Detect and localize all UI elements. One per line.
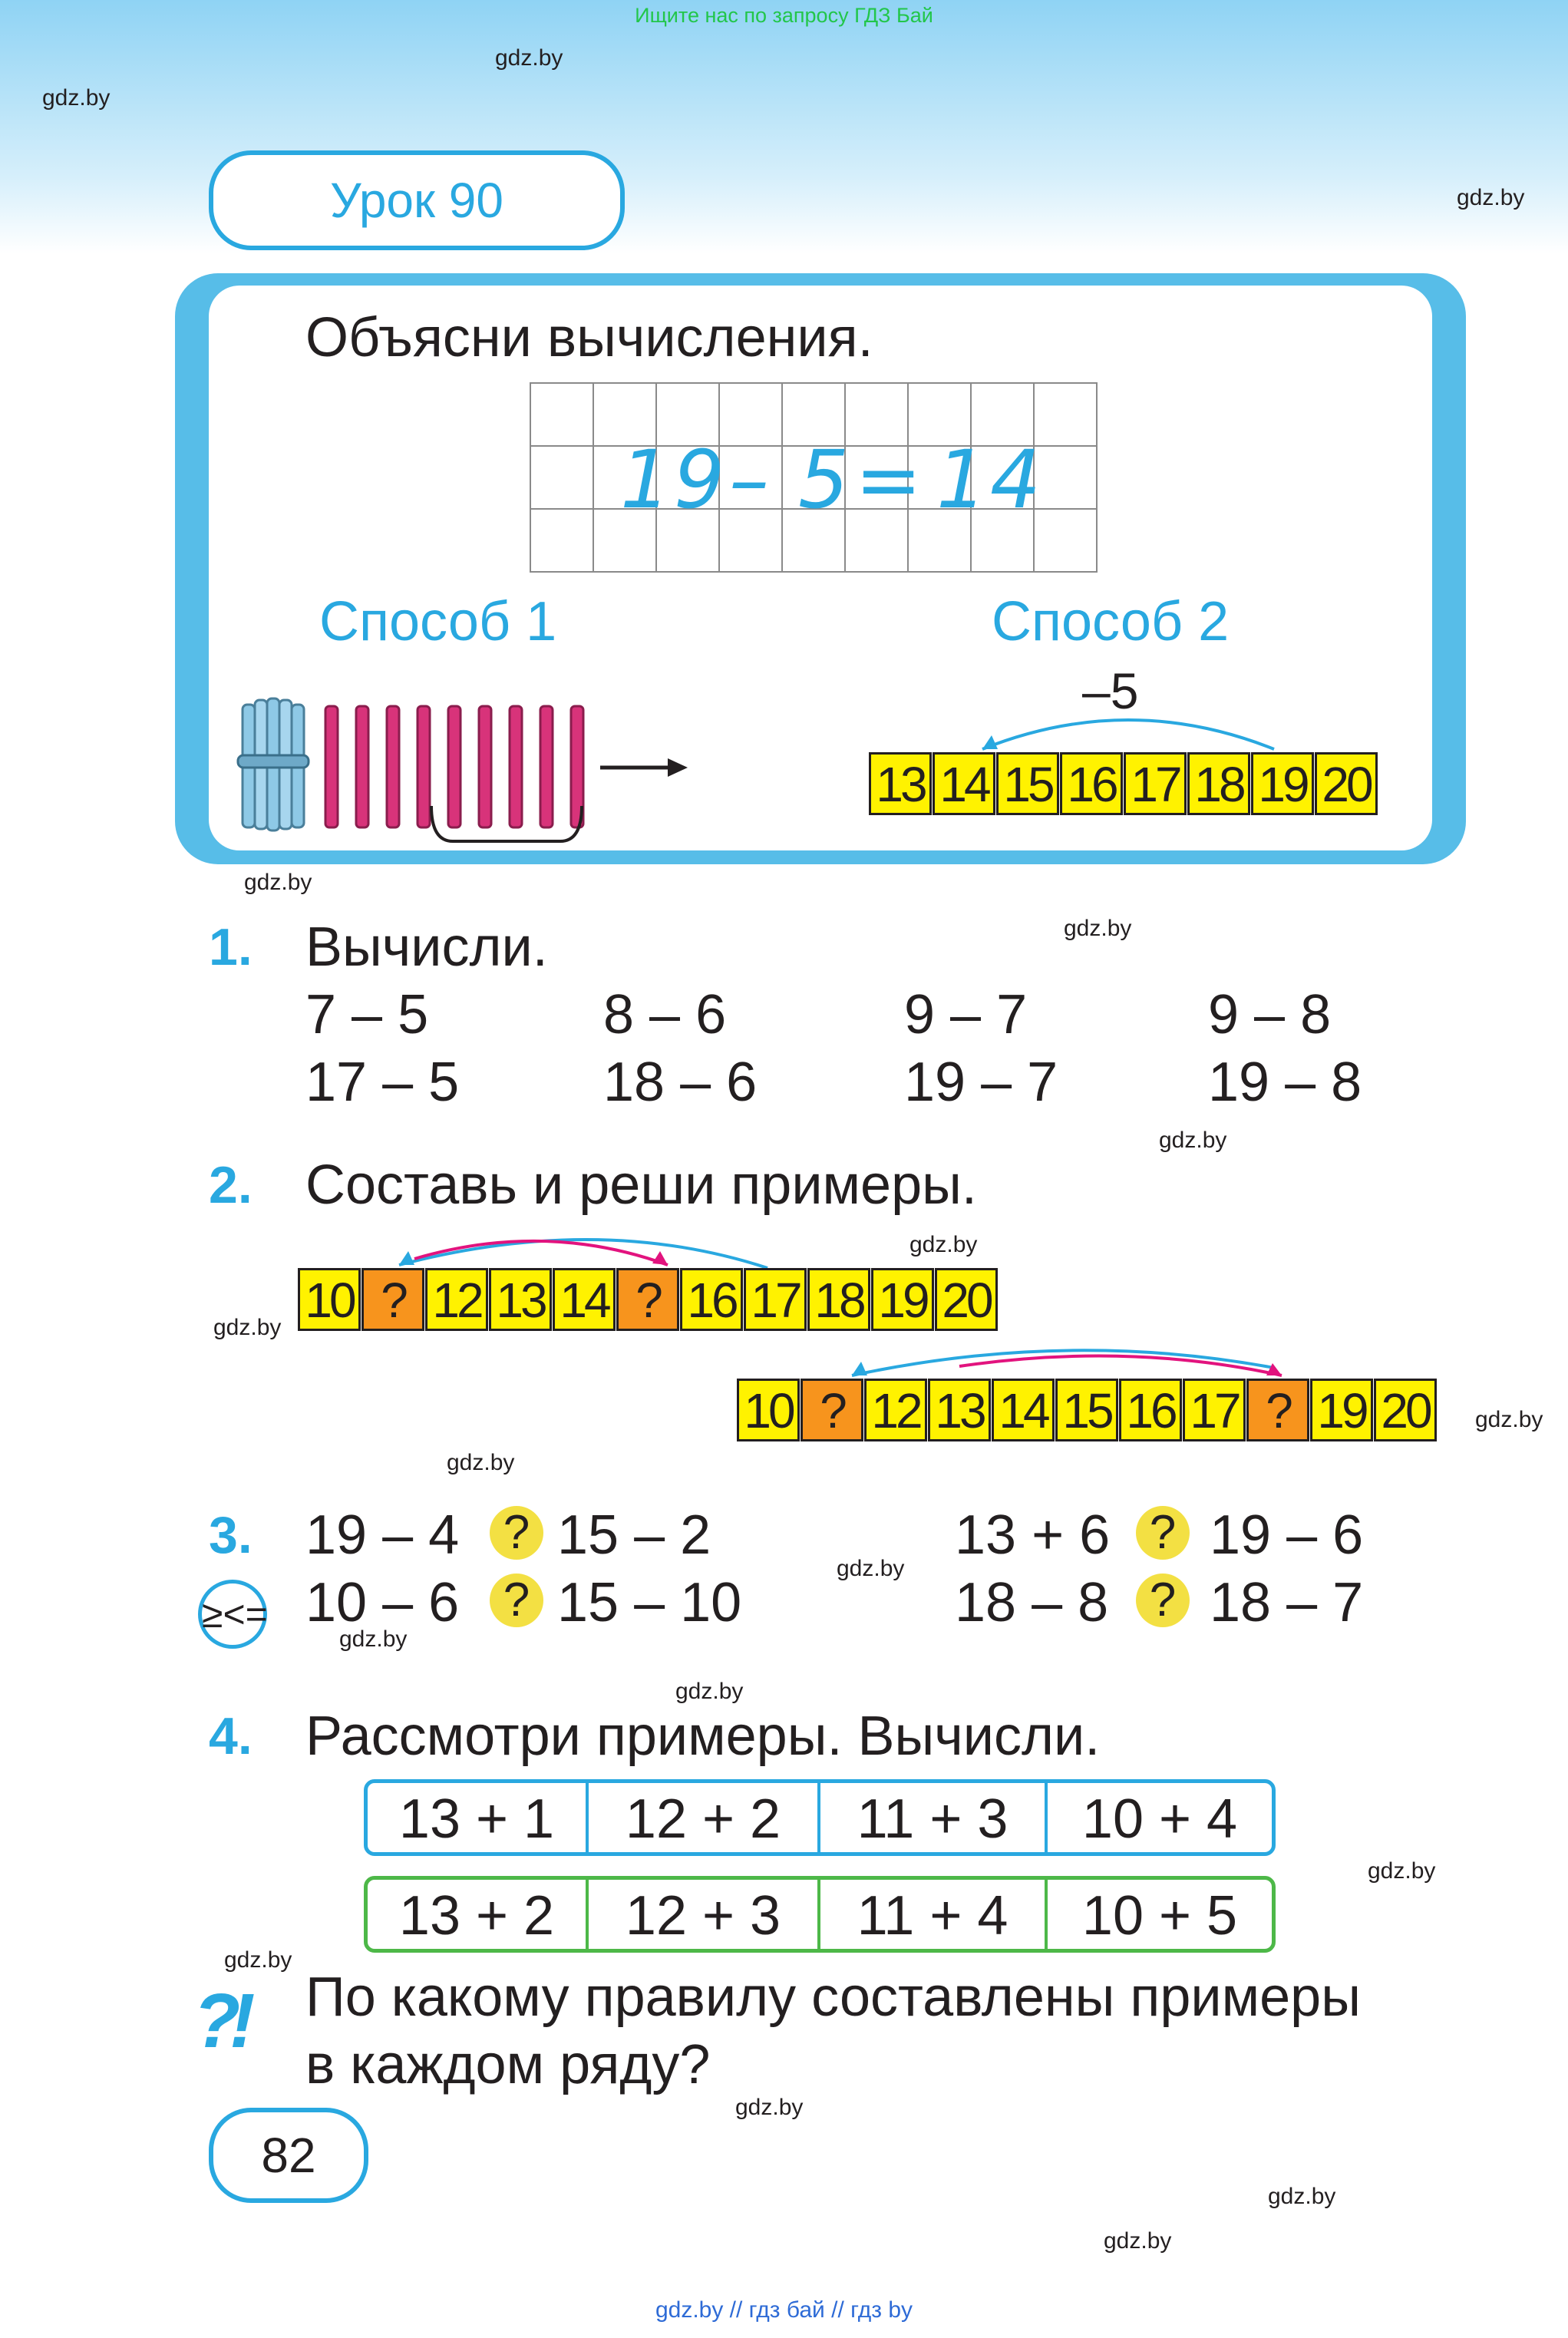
lesson-title: Урок 90: [209, 150, 625, 250]
equation-digit: 1: [620, 433, 672, 527]
strip-cell-unknown[interactable]: ?: [616, 1268, 679, 1331]
strip-cell: 19: [871, 1268, 934, 1331]
task3-expression-left: 13 + 6: [955, 1504, 1111, 1566]
task3-expression-left: 10 – 6: [305, 1572, 460, 1633]
task1-title: Вычисли.: [305, 916, 548, 978]
watermark: gdz.by: [735, 2095, 804, 2120]
task3-expression-left: 19 – 4: [305, 1504, 460, 1566]
task1-example: 9 – 7: [904, 984, 1028, 1045]
strip-cell: 12: [425, 1268, 488, 1331]
page-number: 82: [209, 2108, 368, 2203]
equation-digit: –: [729, 433, 769, 527]
task1-example: 18 – 6: [603, 1052, 758, 1113]
strip-cell: 15: [1055, 1379, 1118, 1441]
task3-expression-left: 18 – 8: [955, 1572, 1109, 1633]
strip2-jump-arrows: [821, 1336, 1297, 1382]
watermark: gdz.by: [1064, 916, 1132, 941]
question-mark-icon[interactable]: ?: [1136, 1506, 1190, 1560]
task3-expression-right: 15 – 10: [557, 1572, 742, 1633]
counting-sticks-illustration: [230, 691, 706, 852]
strip-cell: 14: [553, 1268, 616, 1331]
minus-five-label: –5: [1082, 662, 1139, 719]
task4-example: 11 + 4: [820, 1880, 1048, 1952]
task4-number: 4.: [209, 1707, 253, 1765]
equation-digit: 1: [936, 433, 988, 527]
task1-example: 19 – 7: [904, 1052, 1058, 1113]
question-mark-icon[interactable]: ?: [490, 1506, 543, 1560]
strip-cell: 19: [1310, 1379, 1373, 1441]
strip-cell-unknown[interactable]: ?: [1246, 1379, 1309, 1441]
question-exclamation-icon: ?!: [193, 1978, 245, 2064]
compare-sign-icon: ≥<=: [198, 1580, 267, 1649]
strip-cell: 18: [1187, 752, 1250, 815]
watermark: gdz.by: [244, 870, 312, 895]
strip-cell: 20: [935, 1268, 998, 1331]
task4-row-2: [364, 1876, 1276, 1953]
task2-title: Составь и реши примеры.: [305, 1154, 977, 1216]
watermark: gdz.by: [447, 1450, 515, 1475]
strip-cell: 10: [298, 1268, 361, 1331]
strip-cell: 16: [1119, 1379, 1182, 1441]
task3-expression-right: 15 – 2: [557, 1504, 711, 1566]
way2-label: Способ 2: [992, 591, 1230, 652]
task1-example: 9 – 8: [1208, 984, 1332, 1045]
way1-label: Способ 1: [319, 591, 557, 652]
arrow-right-icon: [600, 758, 688, 777]
task4-example: 12 + 3: [589, 1880, 820, 1952]
footer-links[interactable]: gdz.by // гдз бай // гдз by: [655, 2297, 913, 2323]
task1-example: 8 – 6: [603, 984, 727, 1045]
way2-number-strip: [869, 752, 1380, 815]
task4-question-line1: По какому правилу составлены примеры: [305, 1966, 1361, 2028]
strip-cell: 12: [864, 1379, 927, 1441]
strip-cell: 16: [1060, 752, 1123, 815]
task4-question-line2: в каждом ряду?: [305, 2034, 711, 2095]
strip-cell: 14: [933, 752, 995, 815]
watermark: gdz.by: [1159, 1128, 1227, 1153]
equation-digit: 9: [674, 433, 725, 527]
strip-cell: 19: [1251, 752, 1314, 815]
strip-cell: 13: [489, 1268, 552, 1331]
task4-example: 11 + 3: [820, 1783, 1048, 1855]
equation-digit: 5: [798, 433, 850, 527]
strip-cell: 15: [996, 752, 1059, 815]
task1-example: 7 – 5: [305, 984, 429, 1045]
strip-cell: 17: [1124, 752, 1187, 815]
strip-cell: 20: [1374, 1379, 1437, 1441]
task4-example: 13 + 2: [368, 1880, 589, 1952]
task4-example: 12 + 2: [589, 1783, 820, 1855]
strip-cell: 18: [807, 1268, 870, 1331]
bundle-of-ten-icon: [238, 698, 309, 831]
watermark: gdz.by: [909, 1232, 978, 1257]
task2-number-strip-1: [298, 1268, 1000, 1331]
task2-number: 2.: [209, 1156, 253, 1214]
task4-row-1: [364, 1779, 1276, 1856]
watermark: gdz.by: [1368, 1858, 1436, 1884]
task4-example: 13 + 1: [368, 1783, 589, 1855]
task3-compare-slot[interactable]: [1136, 1574, 1190, 1630]
task2-number-strip-2: [737, 1379, 1439, 1441]
strip1-jump-arrows: [368, 1220, 798, 1274]
watermark: gdz.by: [1104, 2228, 1172, 2254]
task3-expression-right: 19 – 6: [1210, 1504, 1364, 1566]
watermark: gdz.by: [224, 1947, 292, 1973]
task4-title: Рассмотри примеры. Вычисли.: [305, 1706, 1101, 1767]
watermark: gdz.by: [837, 1556, 905, 1581]
task1-number: 1.: [209, 918, 253, 976]
strip-cell: 14: [992, 1379, 1055, 1441]
top-search-note[interactable]: Ищите нас по запросу ГДЗ Бай: [635, 4, 933, 27]
task3-compare-slot[interactable]: [490, 1506, 543, 1563]
watermark: gdz.by: [42, 85, 111, 111]
strip-cell: 16: [680, 1268, 743, 1331]
strip-cell: 20: [1315, 752, 1378, 815]
task3-number: 3.: [209, 1506, 253, 1564]
watermark: gdz.by: [1457, 185, 1525, 210]
task1-example: 17 – 5: [305, 1052, 460, 1113]
task4-example: 10 + 4: [1081, 1788, 1238, 1850]
task1-example: 19 – 8: [1208, 1052, 1362, 1113]
strip-cell: 17: [1183, 1379, 1246, 1441]
watermark: gdz.by: [339, 1626, 408, 1652]
question-mark-icon[interactable]: ?: [1136, 1574, 1190, 1627]
intro-heading: Объясни вычисления.: [305, 307, 873, 368]
task4-example: 10 + 5: [1081, 1885, 1238, 1947]
watermark: gdz.by: [675, 1679, 744, 1704]
task3-compare-slot[interactable]: [490, 1574, 543, 1630]
question-mark-icon[interactable]: ?: [490, 1574, 543, 1627]
watermark: gdz.by: [213, 1315, 282, 1340]
task3-compare-slot[interactable]: [1136, 1506, 1190, 1563]
strip-cell-unknown[interactable]: ?: [361, 1268, 424, 1331]
equation-digit: 4: [990, 433, 1041, 527]
task3-expression-right: 18 – 7: [1210, 1572, 1364, 1633]
strip-cell: 10: [737, 1379, 800, 1441]
watermark: gdz.by: [1268, 2184, 1336, 2209]
watermark: gdz.by: [1475, 1407, 1543, 1432]
strip-cell: 13: [928, 1379, 991, 1441]
equation-digit: =: [855, 433, 923, 527]
strip-cell: 13: [869, 752, 932, 815]
single-sticks-icon: [325, 706, 583, 827]
strip-cell: 17: [744, 1268, 807, 1331]
watermark: gdz.by: [495, 45, 563, 71]
strip-cell-unknown[interactable]: ?: [801, 1379, 863, 1441]
